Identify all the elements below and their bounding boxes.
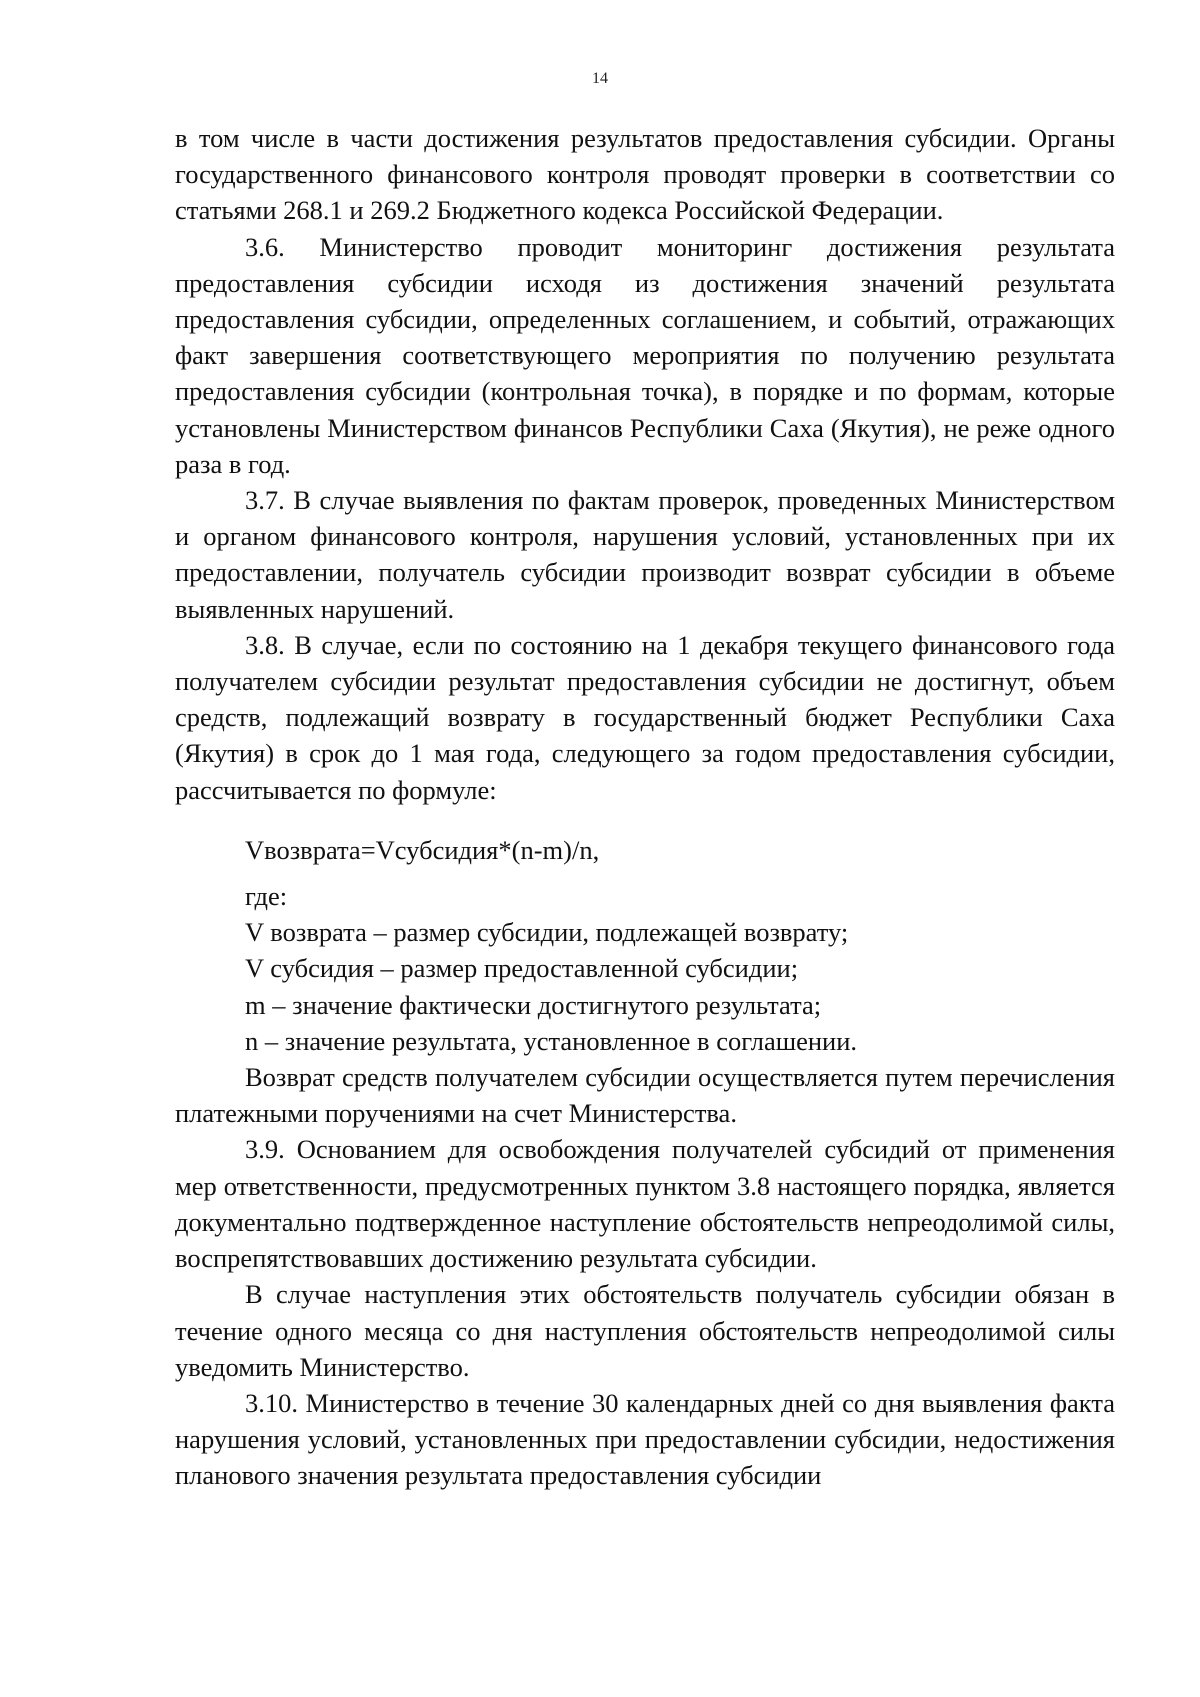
paragraph-3-10: 3.10. Министерство в течение 30 календарных дней со дня выявления факта нарушения условий, установленных при предоставлении субсидии, недостижения планового значения результата предоставления субсидии <box>175 1387 1115 1491</box>
paragraph-3-6: 3.6. Министерство проводит мониторинг достижения результата предоставления субсидии исходя из достижения значений результата предоставления субсидии, определенных соглашением, и событий, отражающих факт завершения соответствующего мероприятия по получению результата предоставления субсидии (контрольная точка), в порядке и по формам, которые установлены Министерством финансов Республики Саха (Якутия), не реже одного раза в год. <box>175 231 1115 479</box>
formula-where: где: <box>245 881 288 912</box>
page-number: 14 <box>592 70 608 87</box>
definition-v-return: V возврата – размер субсидии, подлежащей возврату; <box>245 917 849 948</box>
paragraph-3-7: 3.7. В случае выявления по фактам проверок, проведенных Министерством и органом финансового контроля, нарушения условий, установленных при их предоставлении, получатель субсидии производит возврат субсидии в объеме выявленных нарушений. <box>175 485 1115 624</box>
paragraph-force-majeure: В случае наступления этих обстоятельств получатель субсидии обязан в течение одного месяца со дня наступления обстоятельств непреодолимой силы уведомить Министерство. <box>175 1279 1115 1382</box>
definition-v-subsidy: V субсидия – размер предоставленной субсидии; <box>245 953 799 984</box>
definition-n: n – значение результата, установленное в соглашении. <box>245 1025 858 1056</box>
definition-m: m – значение фактически достигнутого результата; <box>245 989 822 1020</box>
document-body <box>175 120 1115 1494</box>
paragraph-intro: в том числе в части достижения результатов предоставления субсидии. Органы государственного финансового контроля проводят проверки в соответствии со статьями 268.1 и 269.2 Бюджетного кодекса Российской Федерации. <box>175 123 1115 226</box>
paragraph-3-9: 3.9. Основанием для освобождения получателей субсидий от применения мер ответственности, предусмотренных пунктом 3.8 настоящего порядка, является документально подтвержденное наступление обстоятельств непреодолимой силы, воспрепятствовавших достижению результата субсидии. <box>175 1134 1115 1274</box>
paragraph-3-8: 3.8. В случае, если по состоянию на 1 декабря текущего финансового года получателем субсидии результат предоставления субсидии не достигнут, объем средств, подлежащий возврату в государственный бюджет Республики Саха (Якутия) в срок до 1 мая года, следующего за годом предоставления субсидии, рассчитывается по формуле: <box>175 629 1115 805</box>
return-formula: Vвозврата=Vсубсидия*(n-m)/n, <box>245 834 600 865</box>
paragraph-return: Возврат средств получателем субсидии осуществляется путем перечисления платежными поручениями на счет Министерства. <box>175 1062 1115 1129</box>
